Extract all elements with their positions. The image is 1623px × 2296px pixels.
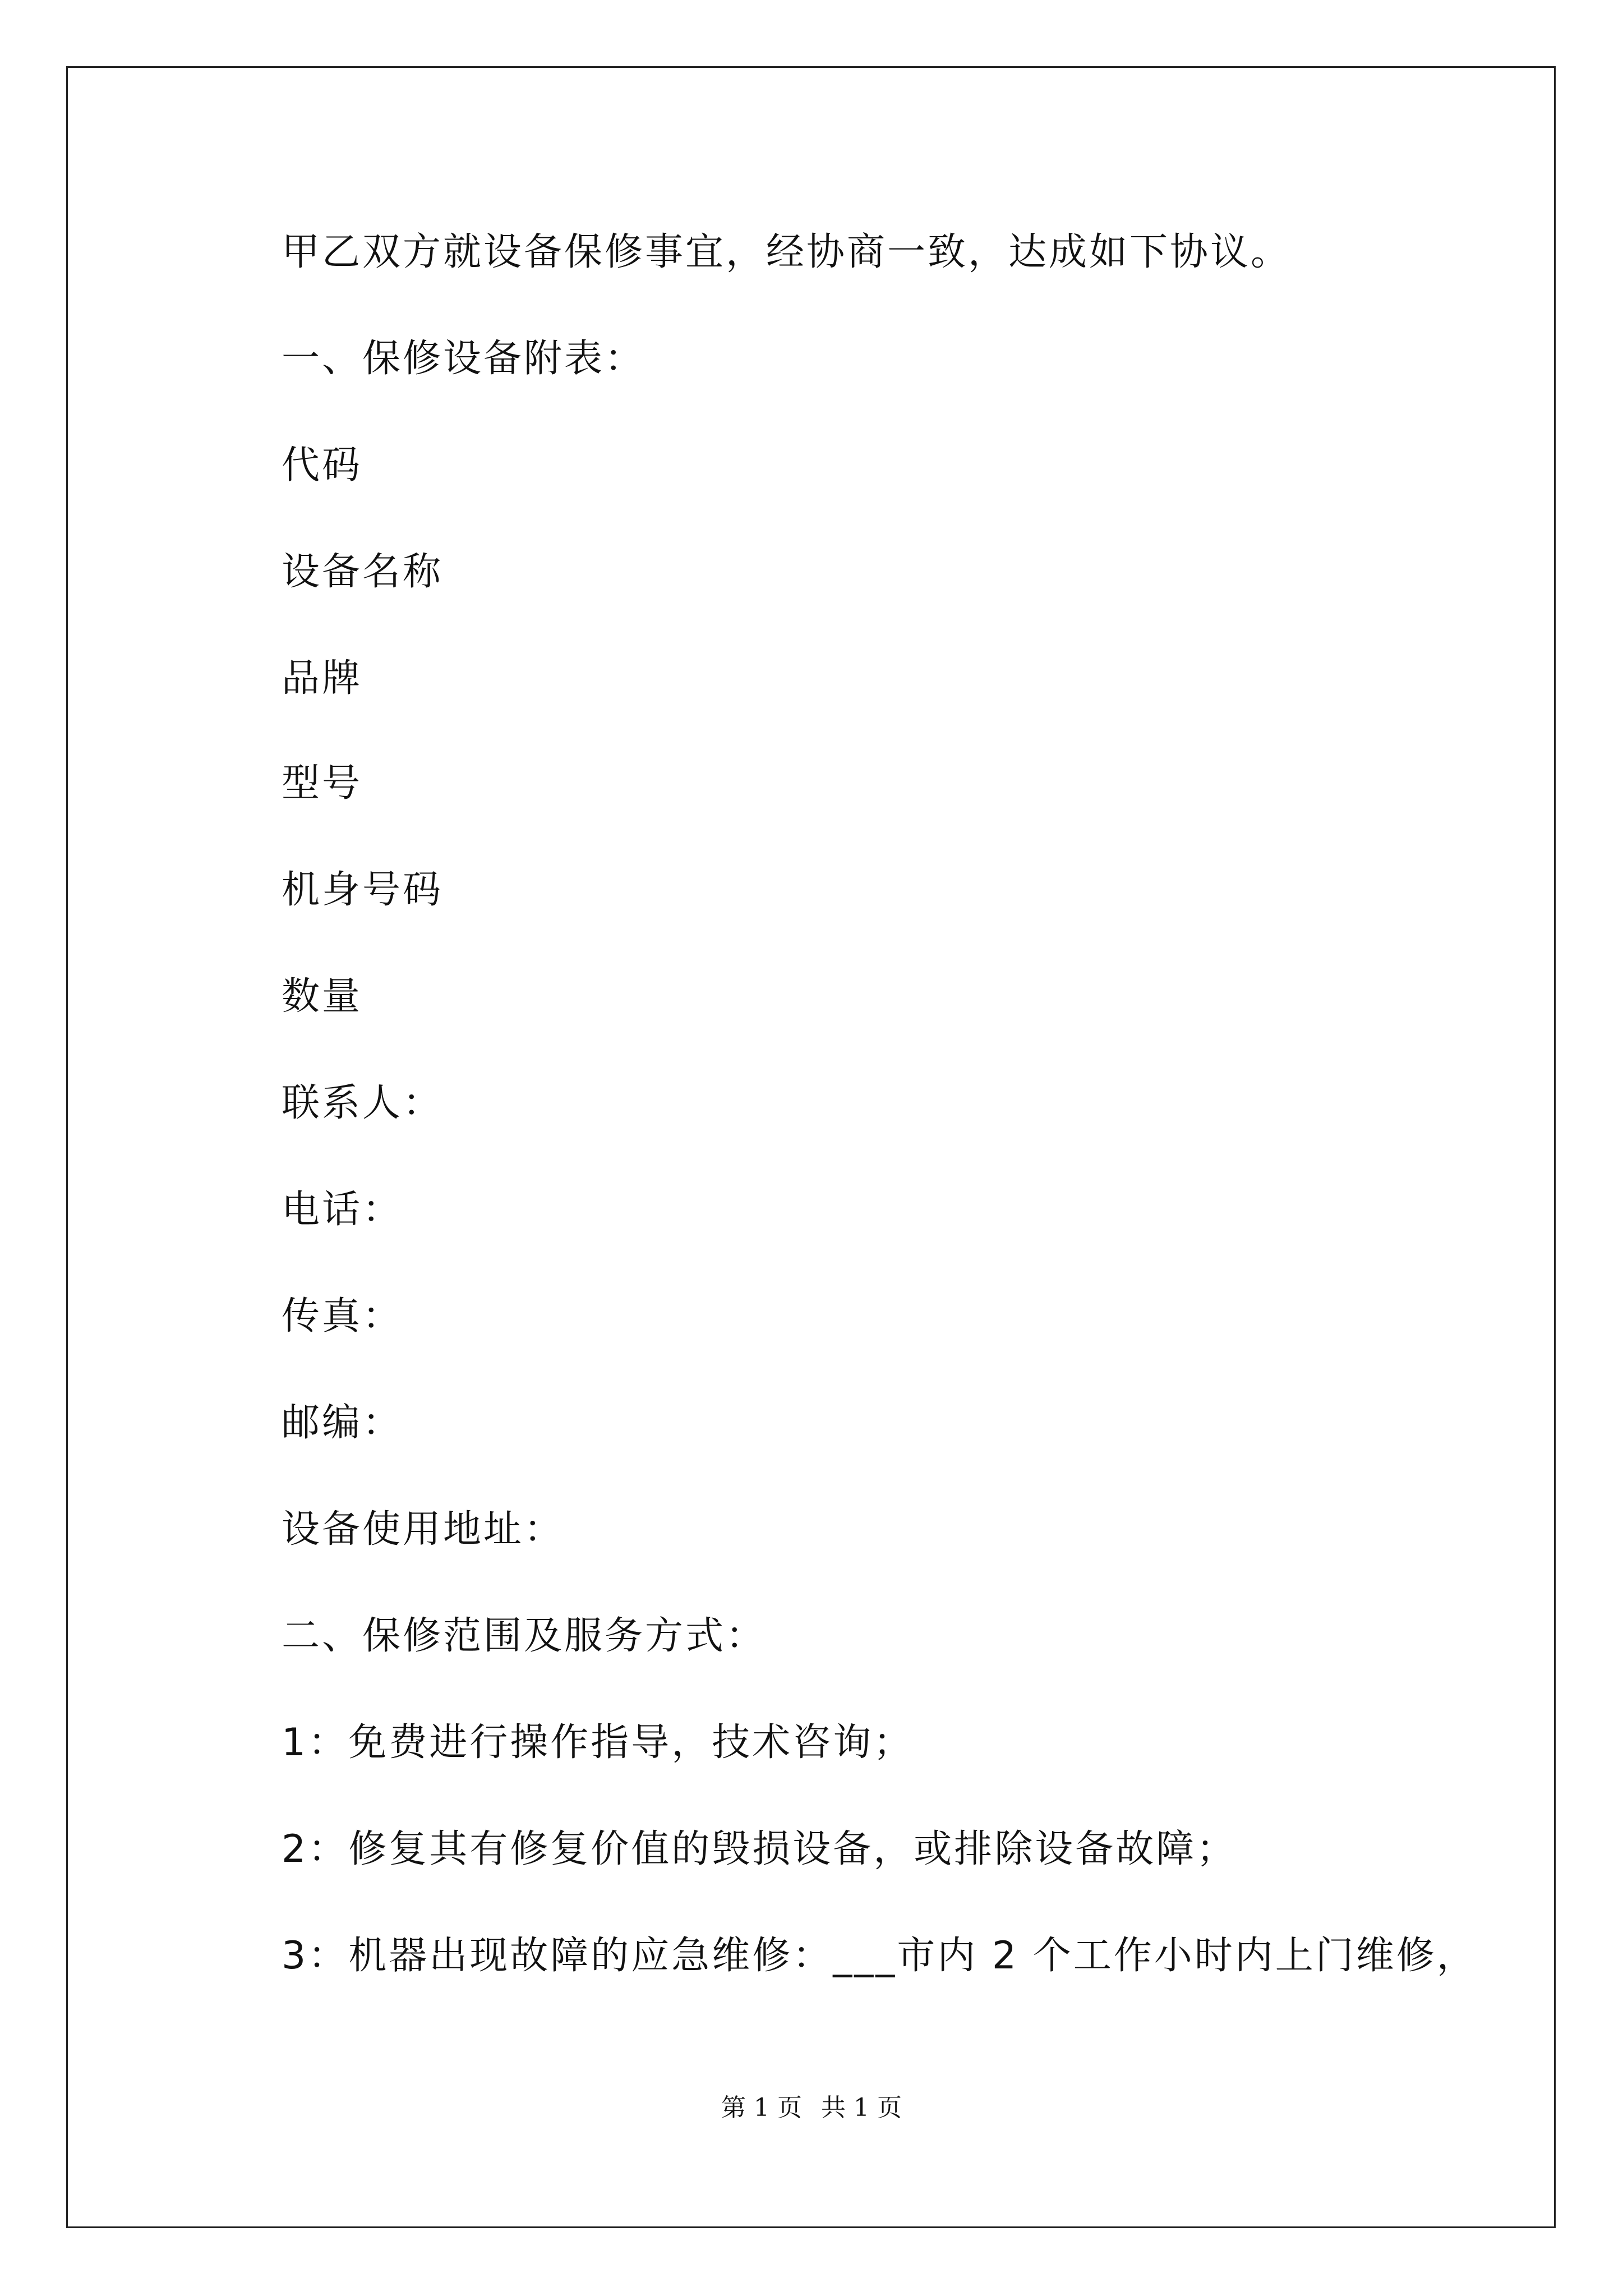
page-border (66, 66, 1556, 2228)
field-phone: 电话： (282, 1188, 403, 1232)
field-contact: 联系人： (282, 1081, 444, 1125)
section-heading-2: 二、保修范围及服务方式： (282, 1614, 767, 1658)
field-code: 代码 (282, 443, 363, 487)
field-serial-number: 机身号码 (282, 868, 444, 912)
paragraph-intro: 甲乙双方就设备保修事宜，经协商一致，达成如下协议。 (282, 230, 1292, 274)
field-device-name: 设备名称 (282, 550, 444, 594)
field-fax: 传真： (282, 1294, 403, 1338)
list-item-2: 2：修复其有修复价值的毁损设备，或排除设备故障； (282, 1827, 1237, 1871)
field-postcode: 邮编： (282, 1401, 403, 1445)
list-item-1: 1：免费进行操作指导，技术咨询； (282, 1720, 914, 1765)
field-address: 设备使用地址： (282, 1507, 565, 1552)
page-number: 第 1 页 (721, 2093, 802, 2122)
field-quantity: 数量 (282, 974, 363, 1019)
field-model: 型号 (282, 761, 363, 806)
field-brand: 品牌 (282, 656, 363, 701)
section-heading-1: 一、保修设备附表： (282, 337, 645, 381)
page-footer (0, 2093, 1623, 2123)
list-item-3: 3：机器出现故障的应急维修：___市内 2 个工作小时内上门维修， (282, 1934, 1477, 1978)
page-total: 共 1 页 (821, 2093, 902, 2122)
